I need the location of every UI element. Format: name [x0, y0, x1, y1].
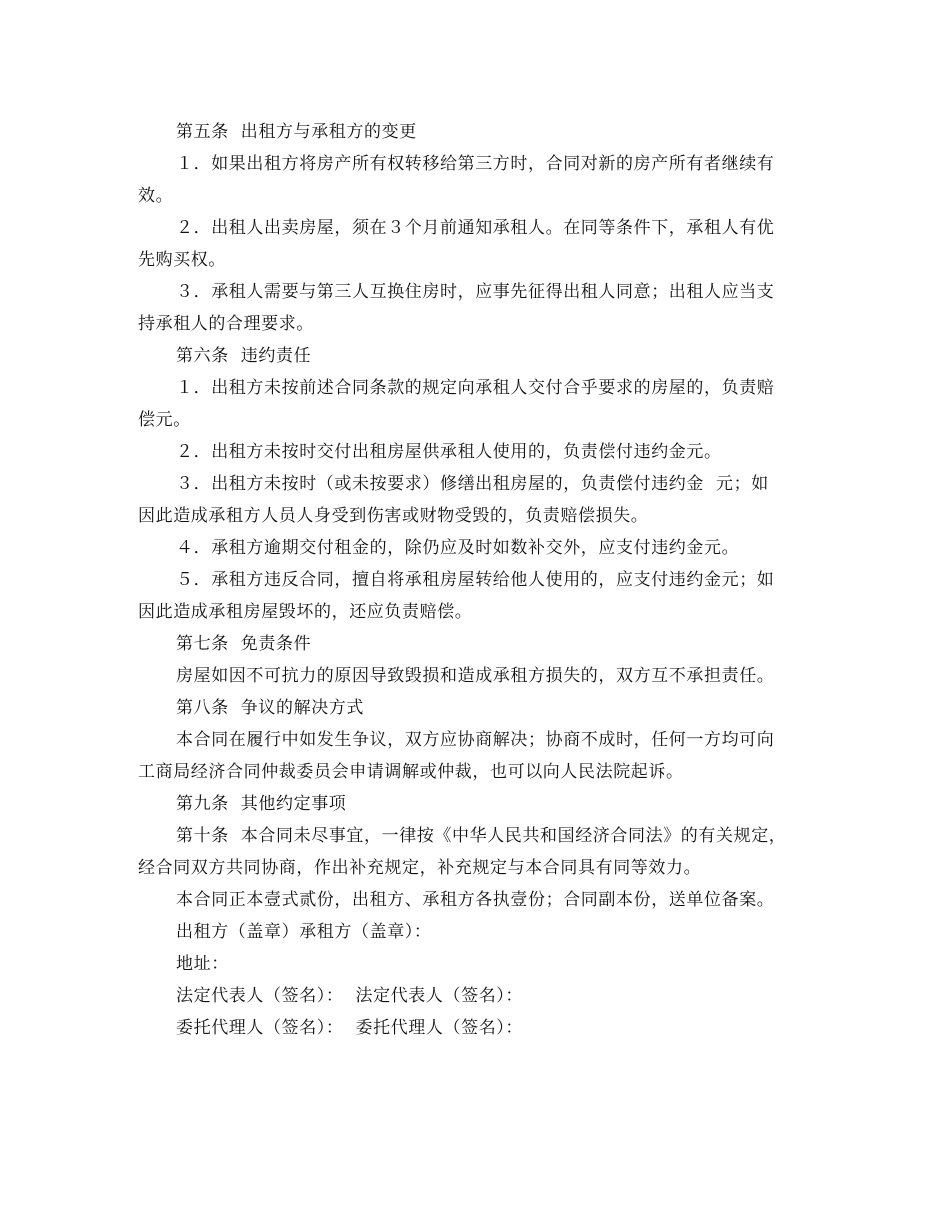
paragraph-line: １．如果出租方将房产所有权转移给第三方时，合同对新的房产所有者继续有 — [176, 154, 775, 174]
paragraph-line: 效。 — [138, 186, 174, 206]
paragraph-line: ３．出租方未按时（或未按要求）修缮出租房屋的，负责偿付违约金 元；如 — [176, 474, 769, 494]
article-5-heading: 第五条 出租方与承租方的变更 — [176, 122, 417, 142]
article-8-heading: 第八条 争议的解决方式 — [176, 698, 365, 718]
paragraph-line: 本合同在履行中如发生争议，双方应协商解决；协商不成时，任何一方均可向 — [176, 730, 775, 750]
legal-representative-line: 法定代表人（签名）： 法定代表人（签名）： — [176, 986, 524, 1006]
paragraph-line: ５．承租方违反合同，擅自将承租房屋转给他人使用的，应支付违约金元；如 — [176, 570, 775, 590]
article-9-heading: 第九条 其他约定事项 — [176, 794, 347, 814]
address-line: 地址： — [176, 954, 229, 974]
paragraph-line: ４．承租方逾期交付租金的，除仍应及时如数补交外，应支付违约金元。 — [176, 538, 740, 558]
paragraph-line: 房屋如因不可抗力的原因导致毁损和造成承租方损失的，双方互不承担责任。 — [176, 666, 775, 686]
paragraph-line: 因此造成承租方人员人身受到伤害或财物受毁的，负责赔偿损失。 — [138, 506, 649, 526]
paragraph-line: 持承租人的合理要求。 — [138, 314, 314, 334]
paragraph-line: 经合同双方共同协商，作出补充规定，补充规定与本合同具有同等效力。 — [138, 858, 702, 878]
paragraph-line: ２．出租人出卖房屋，须在３个月前通知承租人。在同等条件下，承租人有优 — [176, 218, 775, 238]
article-10-line: 第十条 本合同未尽事宜，一律按《中华人民共和国经济合同法》的有关规定， — [176, 826, 787, 846]
article-6-heading: 第六条 违约责任 — [176, 346, 312, 366]
authorized-agent-line: 委托代理人（签名）： 委托代理人（签名）： — [176, 1018, 524, 1038]
paragraph-line: 偿元。 — [138, 410, 191, 430]
paragraph-line: 本合同正本壹式贰份，出租方、承租方各执壹份；合同副本份，送单位备案。 — [176, 890, 775, 910]
document-body — [138, 116, 818, 1044]
paragraph-line: ３．承租人需要与第三人互换住房时，应事先征得出租人同意；出租人应当支 — [176, 282, 775, 302]
article-7-heading: 第七条 免责条件 — [176, 634, 312, 654]
signature-parties-line: 出租方（盖章）承租方（盖章）： — [176, 922, 432, 942]
paragraph-line: 工商局经济合同仲裁委员会申请调解或仲裁，也可以向人民法院起诉。 — [138, 762, 684, 782]
paragraph-line: 因此造成承租房屋毁坏的，还应负责赔偿。 — [138, 602, 473, 622]
paragraph-line: ２．出租方未按时交付出租房屋供承租人使用的，负责偿付违约金元。 — [176, 442, 722, 462]
paragraph-line: 先购买权。 — [138, 250, 226, 270]
paragraph-line: １．出租方未按前述合同条款的规定向承租人交付合乎要求的房屋的，负责赔 — [176, 378, 775, 398]
